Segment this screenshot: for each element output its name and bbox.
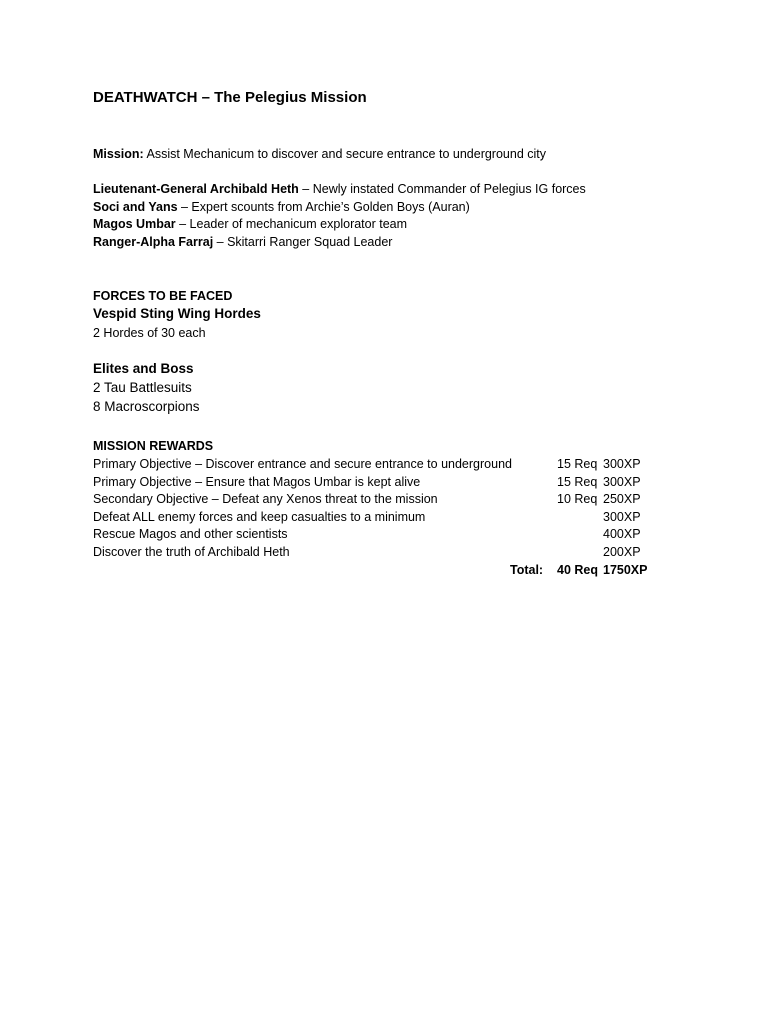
reward-desc: Secondary Objective – Defeat any Xenos threat to the mission: [93, 492, 438, 507]
rewards-table: [93, 456, 693, 579]
reward-row: [93, 509, 693, 527]
hordes-heading: Vespid Sting Wing Hordes: [93, 306, 261, 321]
document-title: DEATHWATCH – The Pelegius Mission: [93, 89, 367, 106]
reward-row: [93, 491, 693, 509]
reward-row: [93, 526, 693, 544]
reward-desc: Primary Objective – Ensure that Magos Umbar is kept alive: [93, 474, 421, 489]
reward-xp: 300XP: [603, 509, 641, 524]
npc-name: Ranger-Alpha Farraj: [93, 234, 214, 249]
rewards-total-row: [93, 562, 693, 580]
reward-xp: 300XP: [603, 457, 641, 471]
mission-label: Mission:: [93, 147, 144, 161]
npc-line: [93, 216, 407, 232]
reward-desc: Primary Objective – Discover entrance and secure entrance to underground: [93, 457, 512, 471]
reward-row: [93, 474, 693, 492]
elite-item: 2 Tau Battlesuits: [93, 380, 192, 395]
reward-xp: 250XP: [603, 492, 641, 507]
npc-desc: – Expert scounts from Archie’s Golden Boys (Auran): [177, 199, 470, 214]
reward-desc: Defeat ALL enemy forces and keep casualties to a minimum: [93, 509, 426, 524]
reward-req: 15 Req: [557, 474, 598, 489]
total-req: 40 Req: [557, 562, 598, 577]
npc-desc: – Newly instated Commander of Pelegius IG forces: [298, 182, 586, 196]
rewards-heading: MISSION REWARDS: [93, 439, 214, 453]
elite-item: 8 Macroscorpions: [93, 399, 200, 414]
reward-desc: Discover the truth of Archibald Heth: [93, 544, 290, 559]
reward-row: [93, 544, 693, 562]
npc-name: Lieutenant-General Archibald Heth: [93, 182, 299, 196]
reward-req: 10 Req: [557, 492, 598, 507]
reward-row: [93, 456, 693, 474]
reward-xp: 400XP: [603, 527, 641, 542]
elites-heading: Elites and Boss: [93, 361, 194, 376]
npc-desc: – Leader of mechanicum explorator team: [175, 217, 408, 231]
reward-xp: 200XP: [603, 544, 641, 559]
npc-line: [93, 234, 392, 250]
mission-line: [93, 146, 546, 162]
npc-name: Magos Umbar: [93, 217, 176, 231]
npc-line: [93, 199, 470, 215]
hordes-text: 2 Hordes of 30 each: [93, 326, 206, 340]
mission-text: Assist Mechanicum to discover and secure entrance to underground city: [143, 147, 546, 161]
npc-name: Soci and Yans: [93, 199, 178, 214]
npc-line: [93, 181, 586, 197]
forces-heading: FORCES TO BE FACED: [93, 289, 233, 303]
npc-desc: – Skitarri Ranger Squad Leader: [213, 234, 393, 249]
reward-xp: 300XP: [603, 474, 641, 489]
total-xp: 1750XP: [603, 562, 648, 577]
reward-req: 15 Req: [557, 457, 598, 471]
total-label: Total:: [510, 562, 544, 577]
reward-desc: Rescue Magos and other scientists: [93, 527, 288, 542]
